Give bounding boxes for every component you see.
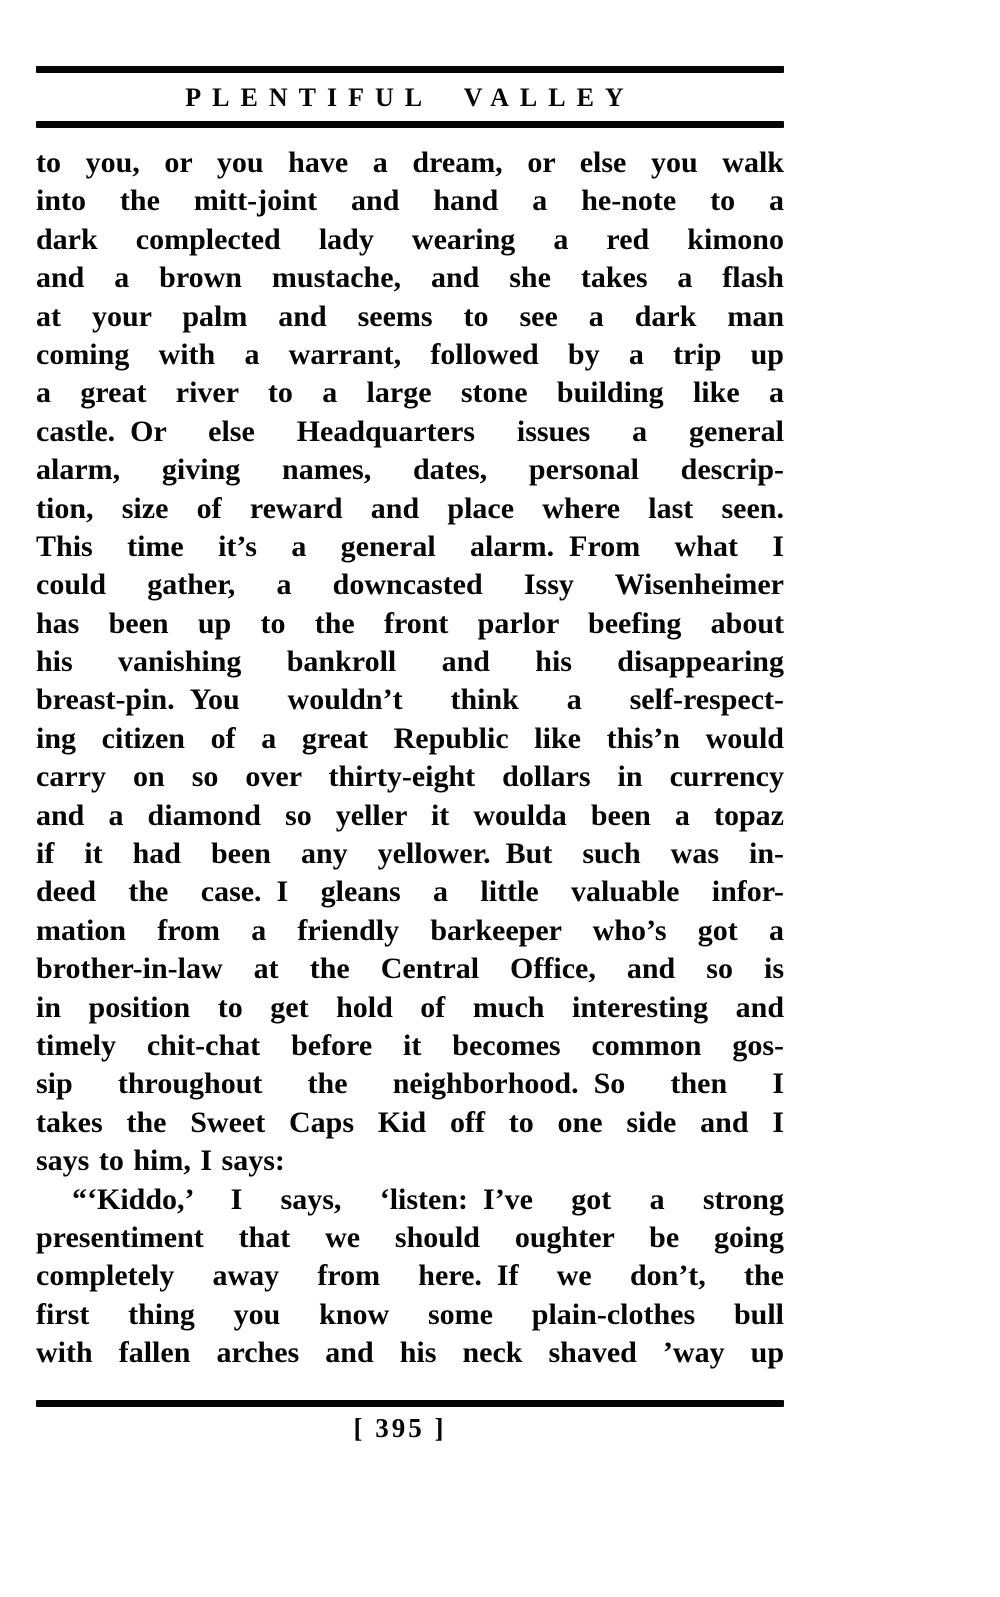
text-line: into the mitt-joint and hand a he-note to a: [36, 184, 784, 218]
text-line: has been up to the front parlor beefing about: [36, 606, 784, 640]
text-line: presentiment that we should oughter be going: [36, 1220, 784, 1254]
text-line: says to him, I says:: [36, 1144, 285, 1178]
text-line: mation from a friendly barkeeper who’s got a: [36, 913, 784, 947]
text-line: at your palm and seems to see a dark man: [36, 299, 784, 333]
footer-rule: [36, 1400, 784, 1407]
text-column: [36, 0, 784, 1444]
text-line: and a diamond so yeller it woulda been a topaz: [36, 798, 784, 832]
text-line: “‘Kiddo,’ I says, ‘listen: I’ve got a strong: [72, 1182, 784, 1216]
header-rule-bottom: [36, 121, 784, 128]
text-line: if it had been any yellower. But such was in-: [36, 837, 784, 871]
text-line: dark complected lady wearing a red kimono: [36, 222, 784, 256]
text-line: brother-in-law at the Central Office, and so is: [36, 952, 784, 986]
text-line: coming with a warrant, followed by a trip up: [36, 337, 784, 371]
text-line: carry on so over thirty-eight dollars in currency: [36, 760, 784, 794]
text-line: timely chit-chat before it becomes common gos-: [36, 1028, 784, 1062]
text-line: breast-pin. You wouldn’t think a self-respect-: [36, 683, 784, 717]
body-text: [36, 144, 784, 1373]
text-line: tion, size of reward and place where last seen.: [36, 491, 784, 525]
running-head-title: PLENTIFUL VALLEY: [185, 83, 635, 112]
text-line: deed the case. I gleans a little valuable infor-: [36, 875, 784, 909]
text-line: in position to get hold of much interesting and: [36, 990, 784, 1024]
page-number: [ 395 ]: [353, 1412, 447, 1443]
text-line: completely away from here. If we don’t, the: [36, 1259, 784, 1293]
text-line: sip throughout the neighborhood. So then I: [36, 1067, 784, 1101]
text-line: a great river to a large stone building like a: [36, 376, 784, 410]
text-line: ing citizen of a great Republic like this’n would: [36, 721, 784, 755]
text-line: and a brown mustache, and she takes a flash: [36, 261, 784, 295]
text-line: first thing you know some plain-clothes bull: [36, 1297, 784, 1331]
header-rule-top: [36, 66, 784, 73]
text-line: castle. Or else Headquarters issues a general: [36, 414, 784, 448]
text-line: could gather, a downcasted Issy Wisenheimer: [36, 568, 784, 602]
text-line: takes the Sweet Caps Kid off to one side and I: [36, 1105, 784, 1139]
text-line: This time it’s a general alarm. From what I: [36, 529, 784, 563]
text-line: to you, or you have a dream, or else you walk: [36, 146, 784, 179]
text-line: alarm, giving names, dates, personal descrip-: [36, 453, 784, 487]
text-line: his vanishing bankroll and his disappearing: [36, 645, 784, 679]
text-line: with fallen arches and his neck shaved ’way up: [36, 1336, 784, 1370]
